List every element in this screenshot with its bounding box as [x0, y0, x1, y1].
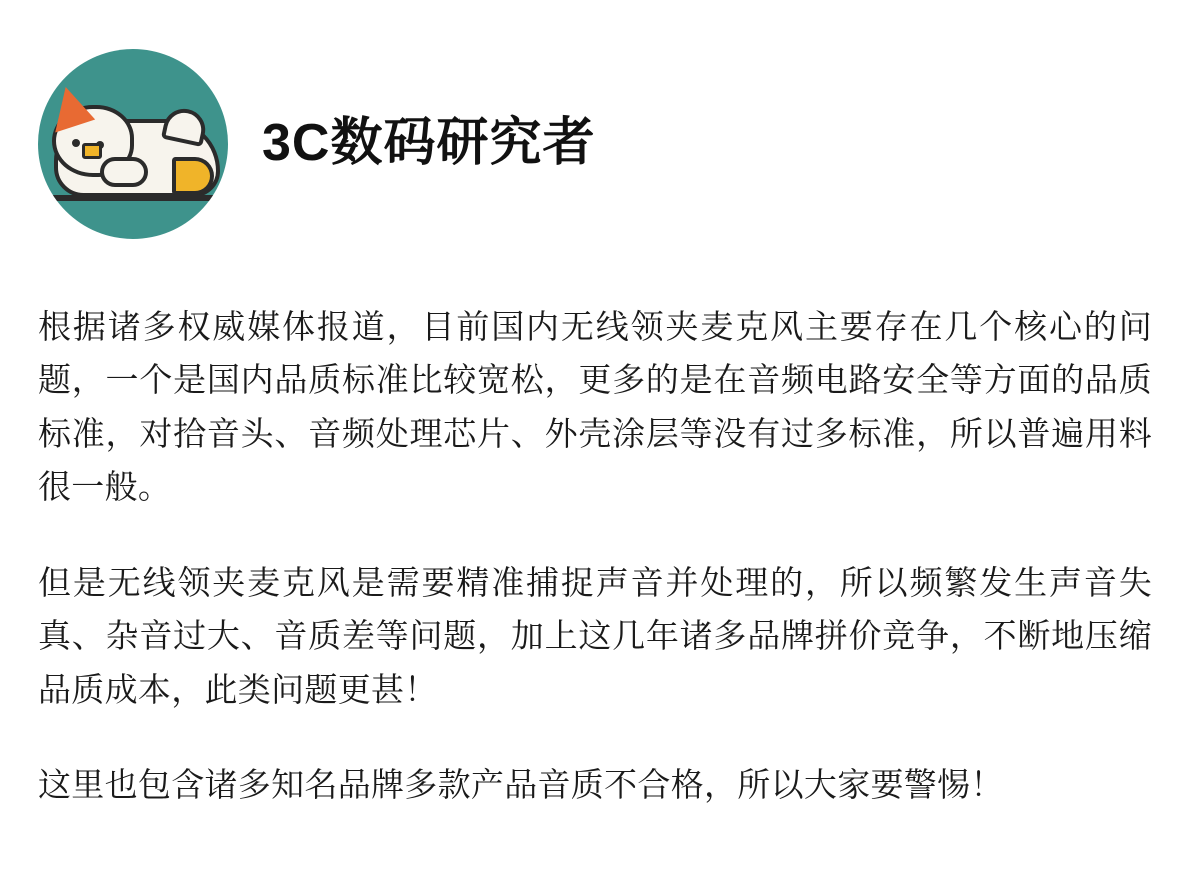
article-body [38, 300, 1152, 812]
cat-eye-left [72, 139, 80, 147]
paragraph: 根据诸多权威媒体报道，目前国内无线领夹麦克风主要存在几个核心的问题，一个是国内品质标准比较宽松，更多的是在音频电路安全等方面的品质标准，对拾音头、音频处理芯片、外壳涂层等没有过多标准，所以普遍用料很一般。 [38, 308, 1152, 506]
cat-ground-line [48, 195, 220, 201]
paragraph: 但是无线领夹麦克风是需要精准捕捉声音并处理的，所以频繁发生声音失真、杂音过大、音质差等问题，加上这几年诸多品牌拼价竞争，不断地压缩品质成本，此类问题更甚！ [38, 563, 1152, 708]
cat-avatar-icon [38, 49, 228, 239]
cat-paw-shape [100, 157, 148, 187]
cat-beak-shape [82, 143, 102, 159]
paragraph: 这里也包含诸多知名品牌多款产品音质不合格，所以大家要警惕！ [38, 766, 1004, 804]
account-name: 3C数码研究者 [262, 114, 596, 173]
cat-tail-shape [172, 157, 214, 195]
author-header [38, 44, 1152, 244]
